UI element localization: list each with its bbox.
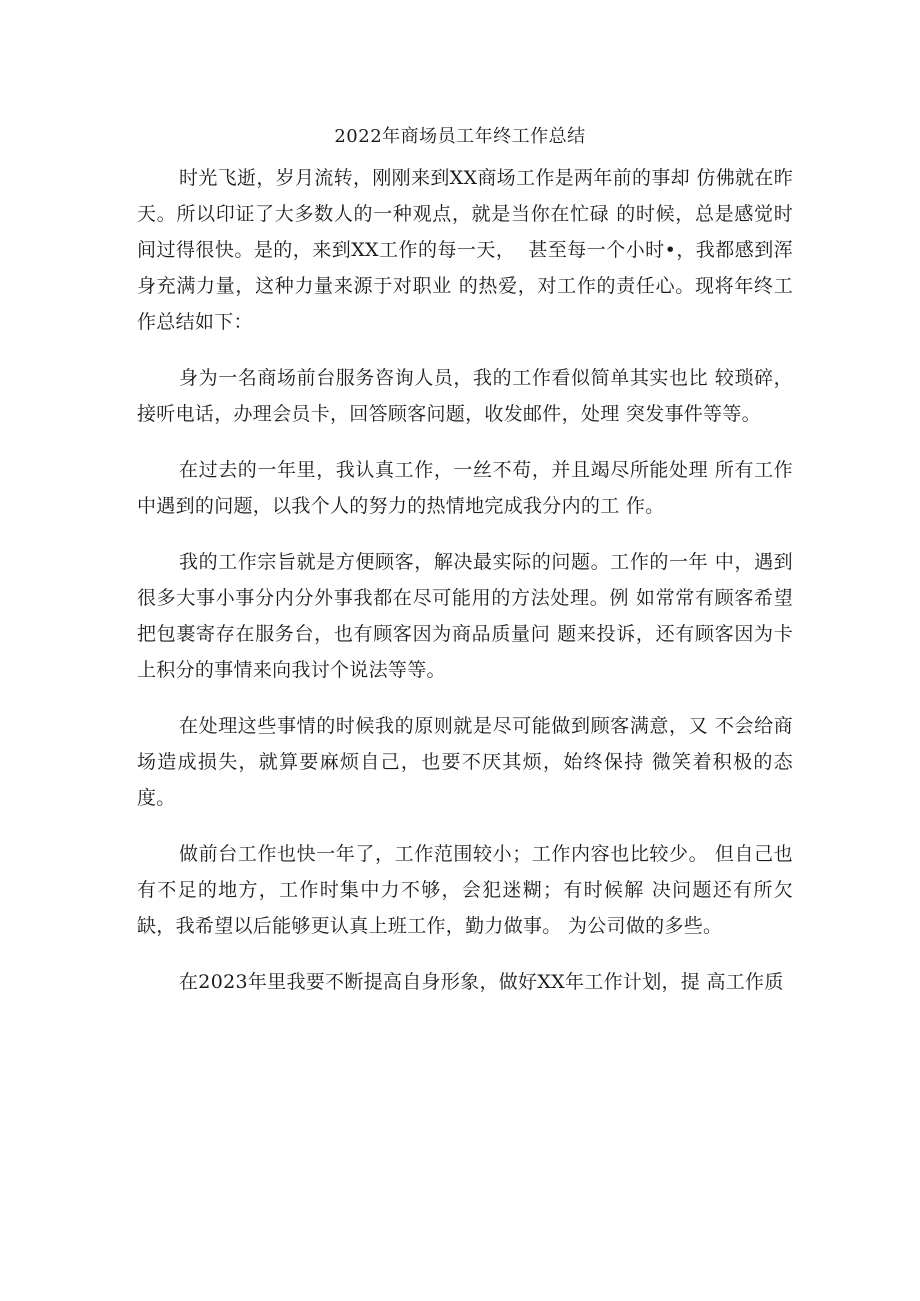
document-title: 2022年商场员工年终工作总结: [334, 126, 586, 147]
paragraph-intro: 时光飞逝，岁月流转，刚刚来到XX商场工作是两年前的事却 仿佛就在昨天。所以印证了大多数人的一种观点，就是当你在忙碌 的时候，总是感觉时间过得很快。是的，来到XX工作的每一天， 甚至每一个小时•，我都感到浑身充满力量，这种力量来源于对职业 的热爱，对工作的责任心。现将年终工作总结如下：: [137, 167, 793, 333]
document-body: [137, 160, 793, 1000]
paragraph-shortcomings: 做前台工作也快一年了，工作范围较小；工作内容也比较少。 但自己也有不足的地方，工作时集中力不够，会犯迷糊；有时候解 决问题还有所欠缺，我希望以后能够更认真上班工作，勤力做事。 为公司做的多些。: [137, 843, 793, 937]
paragraph-past-year: 在过去的一年里，我认真工作，一丝不苟，并且竭尽所能处理 所有工作中遇到的问题，以我个人的努力的热情地完成我分内的工 作。: [137, 459, 793, 517]
paragraph-work-principle: 我的工作宗旨就是方便顾客，解决最实际的问题。工作的一年 中，遇到很多大事小事分内分外事我都在尽可能用的方法处理。例 如常常有顾客希望把包裹寄存在服务台，也有顾客因为商品质量问 题来投诉，还有顾客因为卡上积分的事情来向我讨个说法等等。: [137, 551, 793, 681]
paragraph-job-description: 身为一名商场前台服务咨询人员，我的工作看似简单其实也比 较琐碎，接听电话，办理会员卡，回答顾客问题，收发邮件，处理 突发事件等等。: [137, 367, 793, 425]
paragraph-handling-principle: 在处理这些事情的时候我的原则就是尽可能做到顾客满意，又 不会给商场造成损失，就算要麻烦自己，也要不厌其烦，始终保持 微笑着积极的态度。: [137, 715, 793, 809]
paragraph-next-year-plan: 在2023年里我要不断提高自身形象，做好XX年工作计划，提 高工作质: [179, 971, 784, 993]
